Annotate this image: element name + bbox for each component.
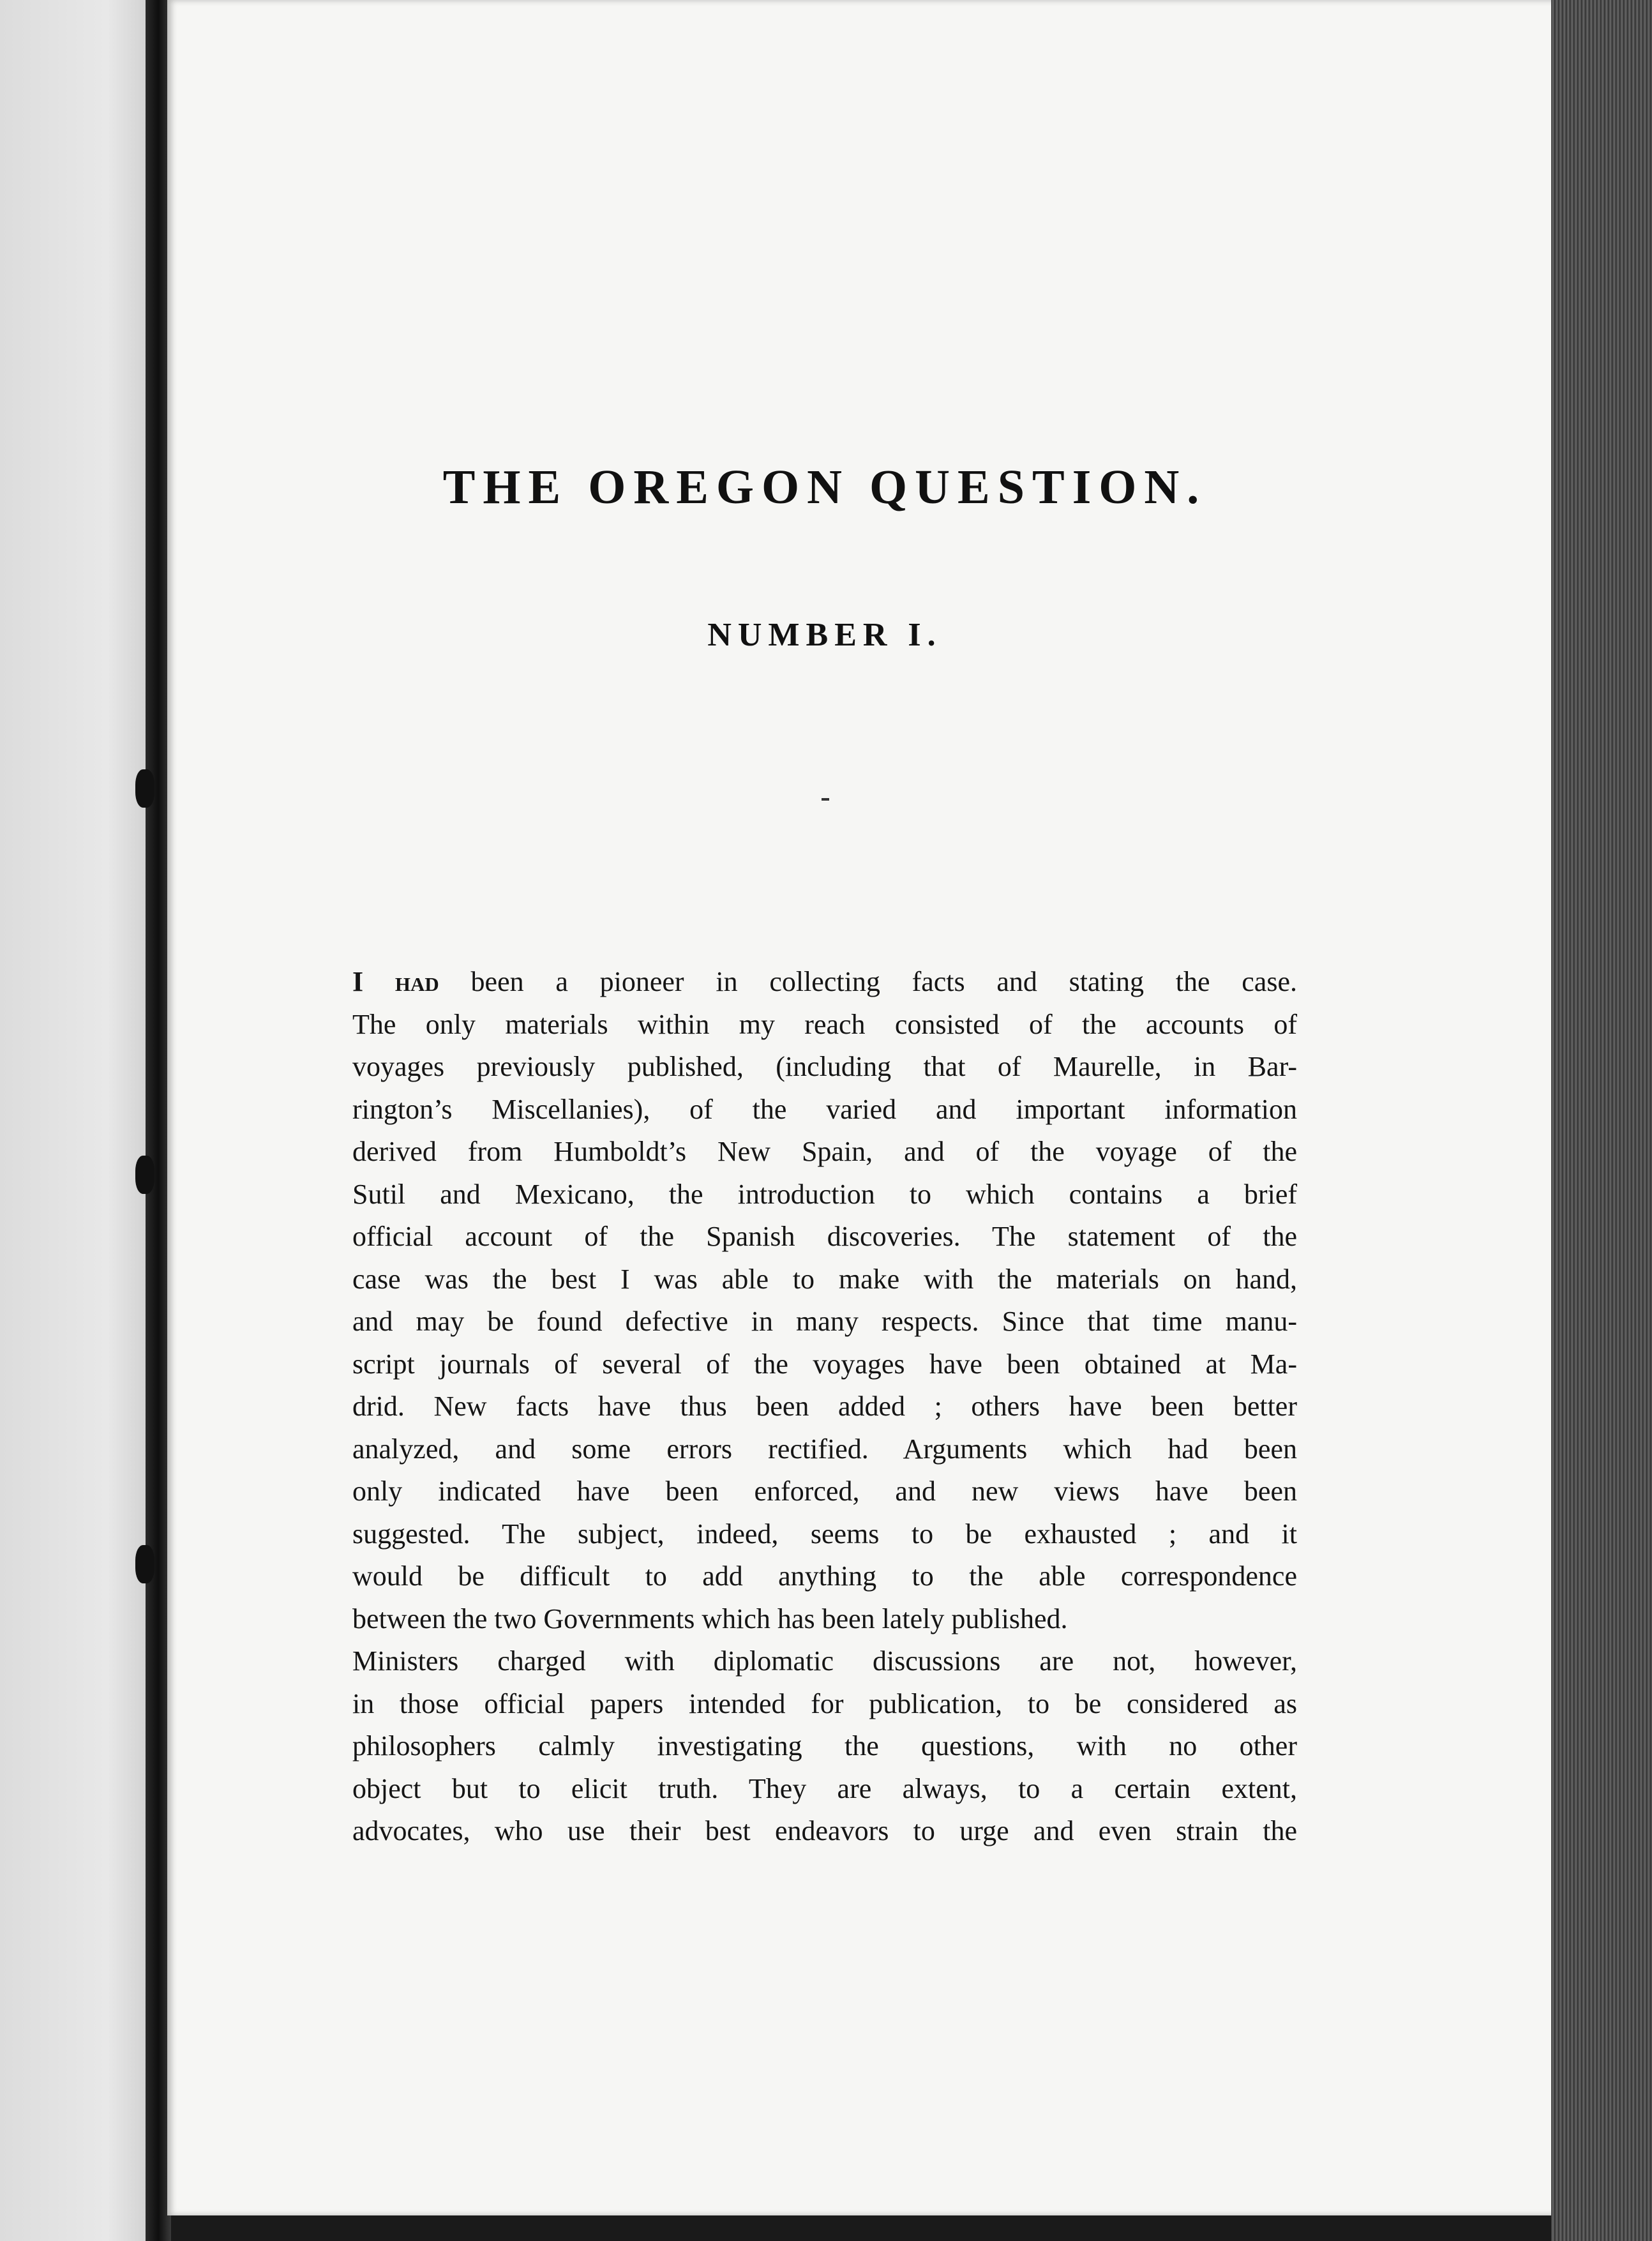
text-line: would be difficult to add anything to the able correspondence bbox=[352, 1560, 1297, 1592]
binding-mark bbox=[135, 1545, 154, 1583]
text-line: voyages previously published, (including that of Maurelle, in Bar- bbox=[352, 1051, 1297, 1082]
text-line: rington’s Miscellanies), of the varied and important information bbox=[352, 1093, 1297, 1125]
text-line: The only materials within my reach consisted of the accounts of bbox=[352, 1008, 1297, 1040]
drop-lead: I had bbox=[352, 966, 439, 997]
text-line: between the two Governments which has been lately published. bbox=[352, 1603, 1068, 1634]
text-line: only indicated have been enforced, and new views have been bbox=[352, 1475, 1297, 1507]
text-line: drid. New facts have thus been added ; others have been better bbox=[352, 1391, 1297, 1422]
binding-mark bbox=[135, 769, 154, 808]
page-stack-edge bbox=[1551, 0, 1652, 2241]
text-line: I had been a pioneer in collecting facts and stating the case. bbox=[352, 966, 1297, 997]
text-line: object but to elicit truth. They are always, to a certain extent, bbox=[352, 1772, 1297, 1804]
body-text bbox=[352, 961, 1297, 1853]
binding-mark bbox=[135, 1156, 154, 1194]
text-line: analyzed, and some errors rectified. Arguments which had been bbox=[352, 1433, 1297, 1465]
text-line: Sutil and Mexicano, the introduction to which contains a brief bbox=[352, 1178, 1297, 1210]
text-line: Ministers charged with diplomatic discussions are not, however, bbox=[352, 1645, 1297, 1677]
text-line: philosophers calmly investigating the questions, with no other bbox=[352, 1730, 1297, 1762]
ornament-dash bbox=[822, 798, 829, 801]
text-line: script journals of several of the voyages have been obtained at Ma- bbox=[352, 1348, 1297, 1380]
text-line: and may be found defective in many respects. Since that time manu- bbox=[352, 1306, 1297, 1337]
section-number: NUMBER I. bbox=[707, 617, 942, 653]
text-line: derived from Humboldt’s New Spain, and of the voyage of the bbox=[352, 1136, 1297, 1167]
text-line: case was the best I was able to make with the materials on hand, bbox=[352, 1263, 1297, 1295]
text-line: official account of the Spanish discoveries. The statement of the bbox=[352, 1221, 1297, 1252]
text-line: in those official papers intended for publication, to be considered as bbox=[352, 1687, 1297, 1719]
text-line: advocates, who use their best endeavors to urge and even strain the bbox=[352, 1815, 1297, 1846]
text-line: suggested. The subject, indeed, seems to be exhausted ; and it bbox=[352, 1518, 1297, 1550]
page-title: THE OREGON QUESTION. bbox=[442, 460, 1207, 514]
left-page-edge bbox=[0, 0, 153, 2241]
